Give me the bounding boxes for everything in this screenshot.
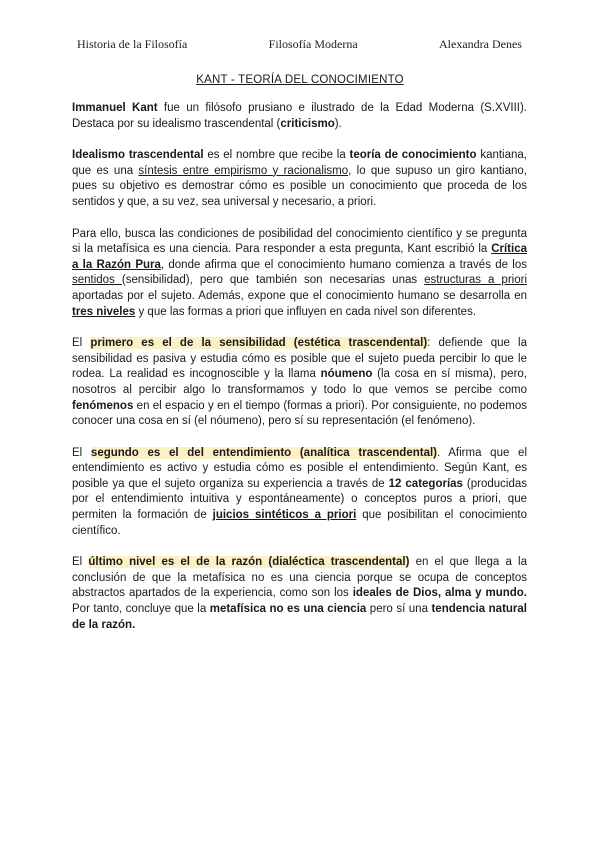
document-title: KANT - TEORÍA DEL CONOCIMIENTO xyxy=(196,74,404,86)
term-idealismo: Idealismo trascendental xyxy=(72,149,204,162)
term-criticismo: criticismo xyxy=(280,117,335,130)
highlight-reason: último nivel es el de la razón (dialéctica trascendental) xyxy=(88,556,410,569)
text: y que las formas a priori que influyen en cada nivel son diferentes. xyxy=(135,305,477,318)
term-kant: Immanuel Kant xyxy=(72,102,158,114)
text: es el nombre que recibe la xyxy=(203,149,350,162)
term-teoria: teoría de conocimiento xyxy=(349,149,477,162)
text: en el que llega a la conclusión de que la metafísica no es una ciencia porque se ocupa de conceptos abstractos apartados de la experiencia, como son los xyxy=(72,556,528,600)
page-header xyxy=(77,37,522,52)
highlight-sensibility: primero es el de la sensibilidad (estética trascendental) xyxy=(90,337,428,350)
term-critica: Crítica a la Razón Pura xyxy=(72,243,527,271)
text: ). xyxy=(334,117,342,130)
header-course: Historia de la Filosofía xyxy=(77,37,188,51)
text: Por tanto, concluye que la xyxy=(72,603,210,616)
text: El xyxy=(72,556,89,569)
text: , lo que supuso un giro kantiano, pues su objetivo es demostrar cómo es posible un conocimiento que proceda de los sentidos y que, a su vez, sea universal y necesario, a priori. xyxy=(72,164,527,208)
text: El xyxy=(72,337,91,350)
term-ideales: ideales de Dios, alma y mundo. xyxy=(352,587,527,600)
text: (producidas por el entendimiento intuitiva y espontáneamente) o conceptos puros a priori, que permiten la formación de xyxy=(72,477,527,522)
text: kantiana, que es una xyxy=(72,149,527,177)
text: (la cosa en sí misma), pero, nosotros al percibir algo lo transformamos y todo lo que vemos se percibe como xyxy=(72,368,527,396)
paragraph-idealism xyxy=(72,148,527,210)
header-author: Alexandra Denes xyxy=(439,37,522,51)
term-sentidos: sentidos xyxy=(72,274,122,287)
term-tres-niveles: tres niveles xyxy=(72,305,136,318)
document-body xyxy=(72,101,527,649)
paragraph-sensibility xyxy=(72,336,527,430)
text: (sensibilidad), pero que también son necesarias unas xyxy=(121,274,425,287)
term-categorias: 12 categorías xyxy=(388,477,463,490)
term-metafisica: metafísica no es una ciencia xyxy=(209,603,367,616)
text: . Afirma que el entendimiento es activo y estudia cómo es posible el entendimiento. Según Kant, es posible ya que el sujeto organiza su experiencia a través de xyxy=(72,446,528,490)
text: que posibilitan el conocimiento científico. xyxy=(72,509,527,537)
text: Para ello, busca las condiciones de posibilidad del conocimiento científico y se pregunta si la metafísica es una ciencia. Para responder a esta pregunta, Kant escribió la xyxy=(72,227,527,256)
text: fue un filósofo prusiano e ilustrado de la Edad Moderna (S.XVIII). Destaca por su idealismo trascendental ( xyxy=(72,102,527,130)
term-estructuras: estructuras a priori xyxy=(424,274,527,287)
term-noumeno: nóumeno xyxy=(320,368,373,381)
text: , donde afirma que el conocimiento humano comienza a través de los xyxy=(160,258,527,271)
highlight-understanding: segundo es el del entendimiento (analítica trascendental) xyxy=(90,446,438,459)
text: El xyxy=(72,446,91,459)
paragraph-understanding xyxy=(72,446,527,540)
text: aportadas por el sujeto. Además, expone que el conocimiento humano se desarrolla en xyxy=(72,289,527,302)
term-juicios: juicios sintéticos a priori xyxy=(212,509,357,522)
term-fenomenos: fenómenos xyxy=(72,399,134,412)
term-sintesis: síntesis entre empirismo y racionalismo xyxy=(138,164,349,177)
text: pero sí una xyxy=(366,603,432,616)
header-subject: Filosofía Moderna xyxy=(268,37,358,51)
text: en el espacio y en el tiempo (formas a priori). Por consiguiente, no podemos conocer una cosa en sí (el nóumeno), pero sí su representación (el fenómeno). xyxy=(72,399,527,428)
paragraph-reason xyxy=(72,555,527,633)
term-tendencia: tendencia natural de la razón. xyxy=(72,603,527,631)
paragraph-intro xyxy=(72,101,527,132)
paragraph-critique xyxy=(72,227,527,321)
text: : defiende que la sensibilidad es pasiva y estudia cómo es posible que el sujeto pueda percibir lo que le rodea. La realidad es incognoscible y la llama xyxy=(72,337,528,381)
